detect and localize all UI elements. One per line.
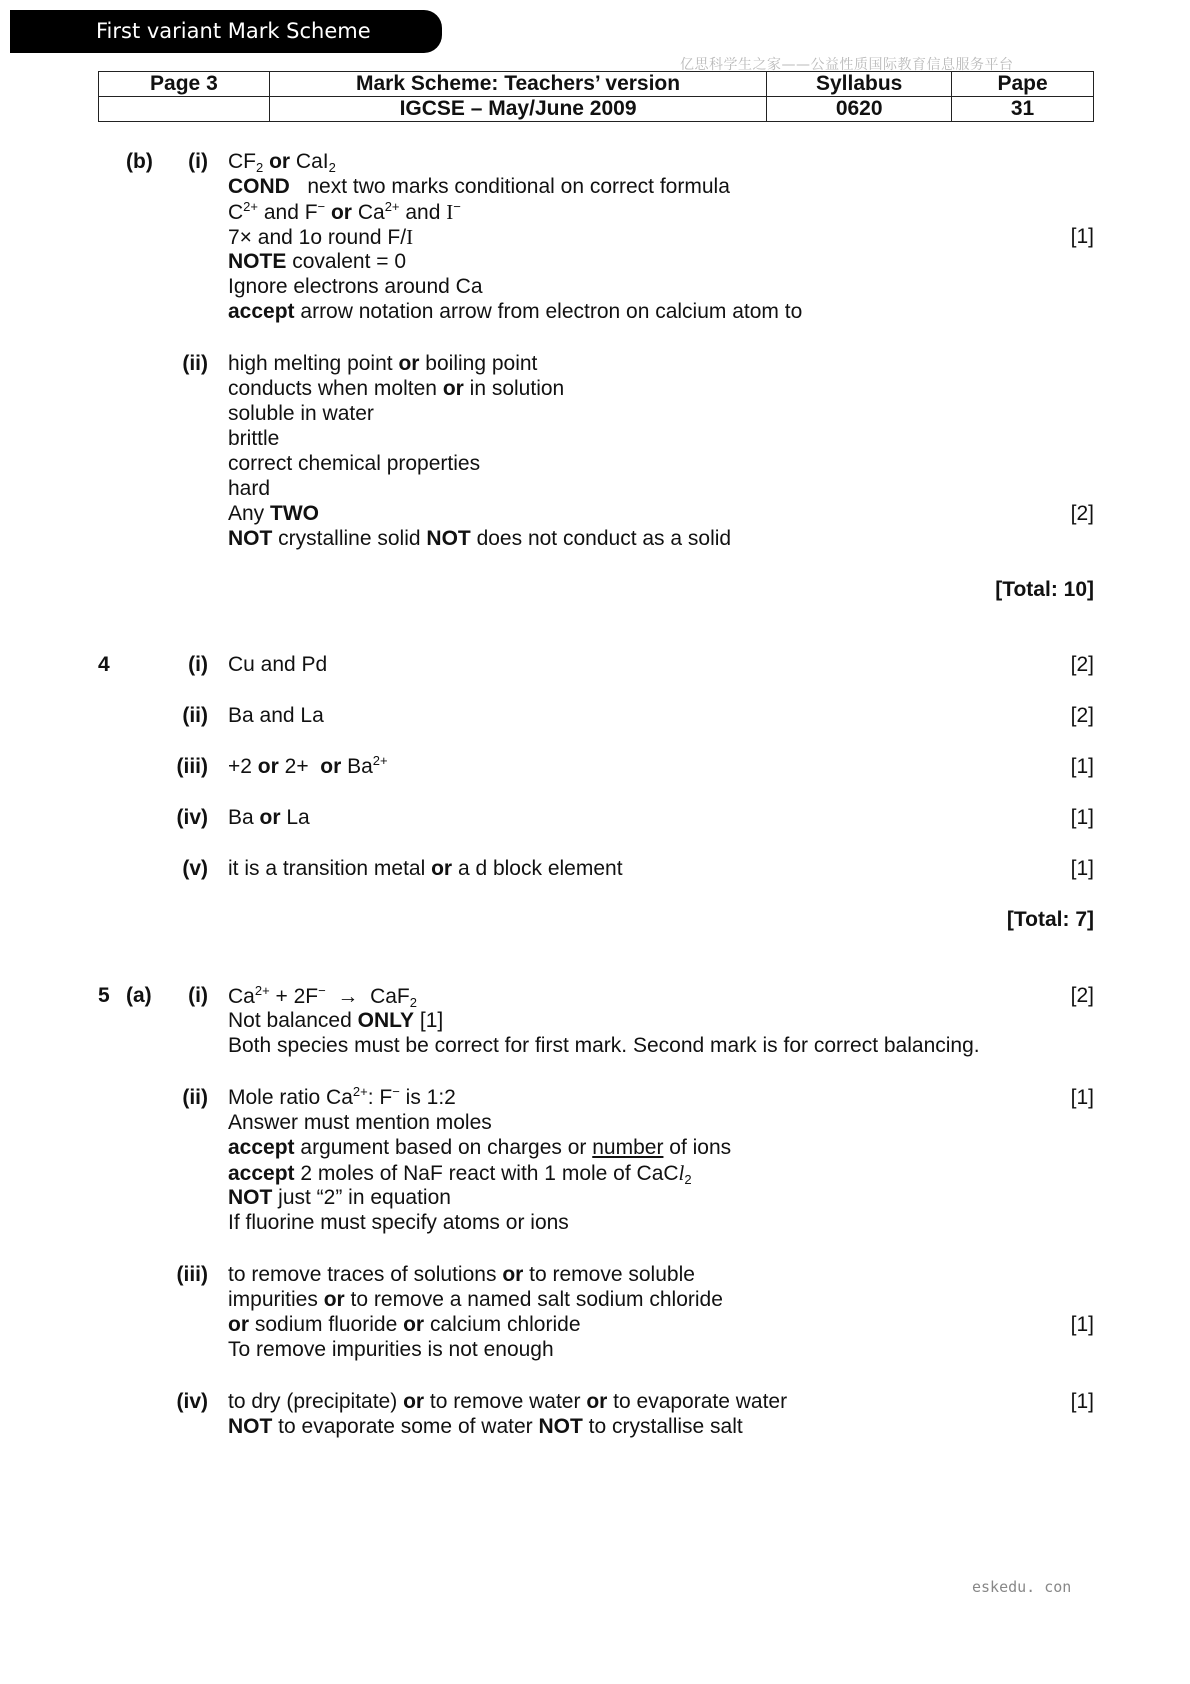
accept-keyword: accept [228,1136,295,1159]
q5a-iii-line-2 [228,1287,723,1313]
mark-q4-iii: [1] [1070,755,1094,778]
q5a-iii-line-3 [228,1312,581,1338]
q4-v-answer [228,856,623,882]
q5a-iv-line-1 [228,1389,787,1415]
mark-q5a-ii: [1] [1070,1086,1094,1109]
line-text: high melting point [228,352,393,375]
total-q4: [Total: 7] [1006,908,1094,931]
header-title: Mark Scheme: Teachers’ version [269,72,766,97]
q3b-i-line-1 [228,149,336,175]
line-text: covalent = 0 [292,250,407,273]
superscript: 2+ [372,753,388,768]
sub-label-ii: (ii) [182,352,208,375]
ion-text: I [446,200,454,224]
underlined-word: number [592,1136,664,1159]
q3b-i-line-4 [228,224,413,251]
part-label-b: (b) [126,150,153,173]
line-text: to evaporate water [613,1390,788,1413]
header-syllabus-label: Syllabus [767,72,952,97]
sub-label-iv: (iv) [176,806,208,829]
q5a-iii-line-1 [228,1262,695,1288]
not-keyword: NOT [228,1415,273,1438]
only-keyword: ONLY [357,1009,415,1032]
question-number-4: 4 [98,653,110,676]
watermark-text: 亿思科学生之家——公益性质国际教育信息服务平台 [680,57,1014,73]
q3b-ii-line-5: correct chemical properties [228,452,481,475]
ion-text: + 2F [275,985,319,1008]
accept-keyword: accept [228,1162,295,1185]
line-text: to remove a named salt sodium chloride [350,1288,723,1311]
footer-watermark: eskedu. con [972,1578,1072,1596]
superscript: − [453,199,461,214]
or-keyword: or [403,1390,425,1413]
sub-label-v: (v) [182,857,208,880]
or-keyword: or [502,1263,524,1286]
line-text: calcium chloride [429,1313,581,1336]
superscript: − [318,983,326,998]
line-text: just “2” in equation [278,1186,451,1209]
mark-q3b-i: [1] [1070,225,1094,248]
subscript: 2 [256,160,264,175]
or-keyword: or [403,1313,425,1336]
q3b-i-line-2 [228,174,730,200]
two-keyword: TWO [270,502,320,525]
not-keyword: NOT [538,1415,583,1438]
line-text: 7× and 1o round F/ [228,226,407,249]
q3b-ii-line-3: soluble in water [228,402,374,425]
line-text: boiling point [425,352,538,375]
formula-cai: CaI [295,150,329,173]
or-keyword: or [323,1288,345,1311]
header-row-1 [99,72,1094,97]
chlorine-letter: l [678,1161,685,1185]
line-text: Any [228,502,265,525]
sub-label-ii: (ii) [182,1086,208,1109]
mark-q4-iv: [1] [1070,806,1094,829]
mark-q3b-ii: [2] [1070,502,1094,525]
q4-i-answer: Cu and Pd [228,653,328,676]
iodine-symbol: I [406,225,414,249]
line-text: to crystallise salt [588,1415,743,1438]
line-text: in solution [469,377,565,400]
line-text: sodium fluoride [254,1313,398,1336]
line-text: arrow notation arrow from electron on calcium atom to [300,300,803,323]
sub-label-ii: (ii) [182,704,208,727]
question-number-5: 5 [98,984,110,1007]
header-page: Page 3 [99,72,270,97]
not-keyword: NOT [426,527,471,550]
or-keyword: or [431,857,453,880]
header-paper-label: Pape [952,72,1094,97]
line-text: +2 [228,755,252,778]
mark-q5a-i: [2] [1070,984,1094,1007]
q3b-ii-line-8 [228,526,731,552]
superscript: 2+ [384,199,400,214]
header-table [98,71,1094,122]
ion-text: C [228,201,244,224]
or-keyword: or [257,755,279,778]
sub-label-i: (i) [188,653,208,676]
q5a-ii-line-4 [228,1160,692,1187]
q5a-iv-line-2 [228,1414,743,1440]
header-syllabus-code: 0620 [767,97,952,122]
superscript: 2+ [243,199,258,214]
subscript: 2 [409,995,417,1010]
q4-iii-answer [228,754,388,780]
sub-label-iii: (iii) [176,755,208,778]
mark-q5a-iv: [1] [1070,1390,1094,1413]
line-text: 2+ [284,755,309,778]
header-blank [99,97,270,122]
document-banner: First variant Mark Scheme [10,10,442,53]
line-text: : F [367,1086,393,1109]
total-q3: [Total: 10] [995,578,1094,601]
superscript: 2+ [254,983,270,998]
line-text: is 1:2 [405,1086,456,1109]
superscript: 2+ [352,1084,368,1099]
cond-keyword: COND [228,175,290,198]
formula-cf: CF [228,150,256,173]
q3b-i-line-5 [228,249,406,275]
ion-text: and [405,201,441,224]
header-exam: IGCSE – May/June 2009 [269,97,766,122]
superscript: − [392,1084,400,1099]
line-text: to evaporate some of water [278,1415,533,1438]
line-text: [1] [419,1009,444,1032]
line-text: 2 moles of NaF react with 1 mole of CaC [300,1162,679,1185]
line-text: Mole ratio Ca [228,1086,353,1109]
or-keyword: or [228,1313,249,1336]
q3b-ii-line-2 [228,376,564,402]
ion-text: Ca [228,985,255,1008]
q3b-ii-line-7 [228,501,319,527]
or-keyword: or [320,755,342,778]
ion-text: Ca [357,201,385,224]
not-keyword: NOT [228,527,273,550]
q3b-i-line-3 [228,199,461,226]
line-text: impurities [228,1288,318,1311]
q5a-i-line-1 [228,983,417,1010]
or-keyword: or [330,201,352,224]
q3b-ii-line-6: hard [228,477,271,500]
q5a-ii-line-3 [228,1135,731,1161]
or-keyword: or [269,150,291,173]
part-label-a: (a) [126,984,152,1007]
line-text: Ba [347,755,373,778]
line-text: of ions [669,1136,732,1159]
q5a-i-line-3: Both species must be correct for first mark. Second mark is for correct balancing. [228,1034,980,1057]
or-keyword: or [586,1390,608,1413]
mark-q4-v: [1] [1070,857,1094,880]
sub-label-i: (i) [188,984,208,1007]
mark-q5a-iii: [1] [1070,1313,1094,1336]
mark-q4-ii: [2] [1070,704,1094,727]
line-text: crystalline solid [278,527,421,550]
subscript: 2 [684,1172,692,1187]
q5a-i-line-2 [228,1008,443,1034]
q4-ii-answer: Ba and La [228,704,324,727]
q5a-iii-line-4: To remove impurities is not enough [228,1338,554,1361]
product-text: CaF [370,985,410,1008]
line-text: to remove water [429,1390,581,1413]
or-keyword: or [442,377,464,400]
superscript: − [317,199,326,214]
q3b-ii-line-4: brittle [228,427,280,450]
line-text: to remove traces of solutions [228,1263,497,1286]
line-text: to remove soluble [529,1263,695,1286]
subscript: 2 [328,160,336,175]
reaction-arrow-icon: → [337,984,359,1008]
line-text: does not conduct as a solid [476,527,732,550]
q5a-ii-line-6: If fluorine must specify atoms or ions [228,1211,569,1234]
line-text: a d block element [457,857,623,880]
sub-label-i: (i) [188,150,208,173]
ion-text: and F [263,201,318,224]
line-text: conducts when molten [228,377,437,400]
or-keyword: or [398,352,420,375]
sub-label-iii: (iii) [176,1263,208,1286]
line-text: argument based on charges or [300,1136,587,1159]
line-text: La [286,806,310,829]
accept-keyword: accept [228,300,295,323]
not-keyword: NOT [228,1186,273,1209]
or-keyword: or [259,806,281,829]
q5a-ii-line-1 [228,1085,456,1111]
q3b-i-line-6: Ignore electrons around Ca [228,275,483,298]
q3b-ii-line-1 [228,351,537,377]
line-text: it is a transition metal [228,857,426,880]
sub-label-iv: (iv) [176,1390,208,1413]
line-text: next two marks conditional on correct formula [307,175,730,198]
q5a-ii-line-5 [228,1185,451,1211]
line-text: Not balanced [228,1009,352,1032]
line-text: Ba [228,806,254,829]
q3b-i-line-7 [228,299,802,325]
q5a-ii-line-2: Answer must mention moles [228,1111,492,1134]
header-row-2 [99,97,1094,122]
header-paper-number: 31 [952,97,1094,122]
line-text: to dry (precipitate) [228,1390,398,1413]
q4-iv-answer [228,805,310,831]
note-keyword: NOTE [228,250,287,273]
mark-q4-i: [2] [1070,653,1094,676]
